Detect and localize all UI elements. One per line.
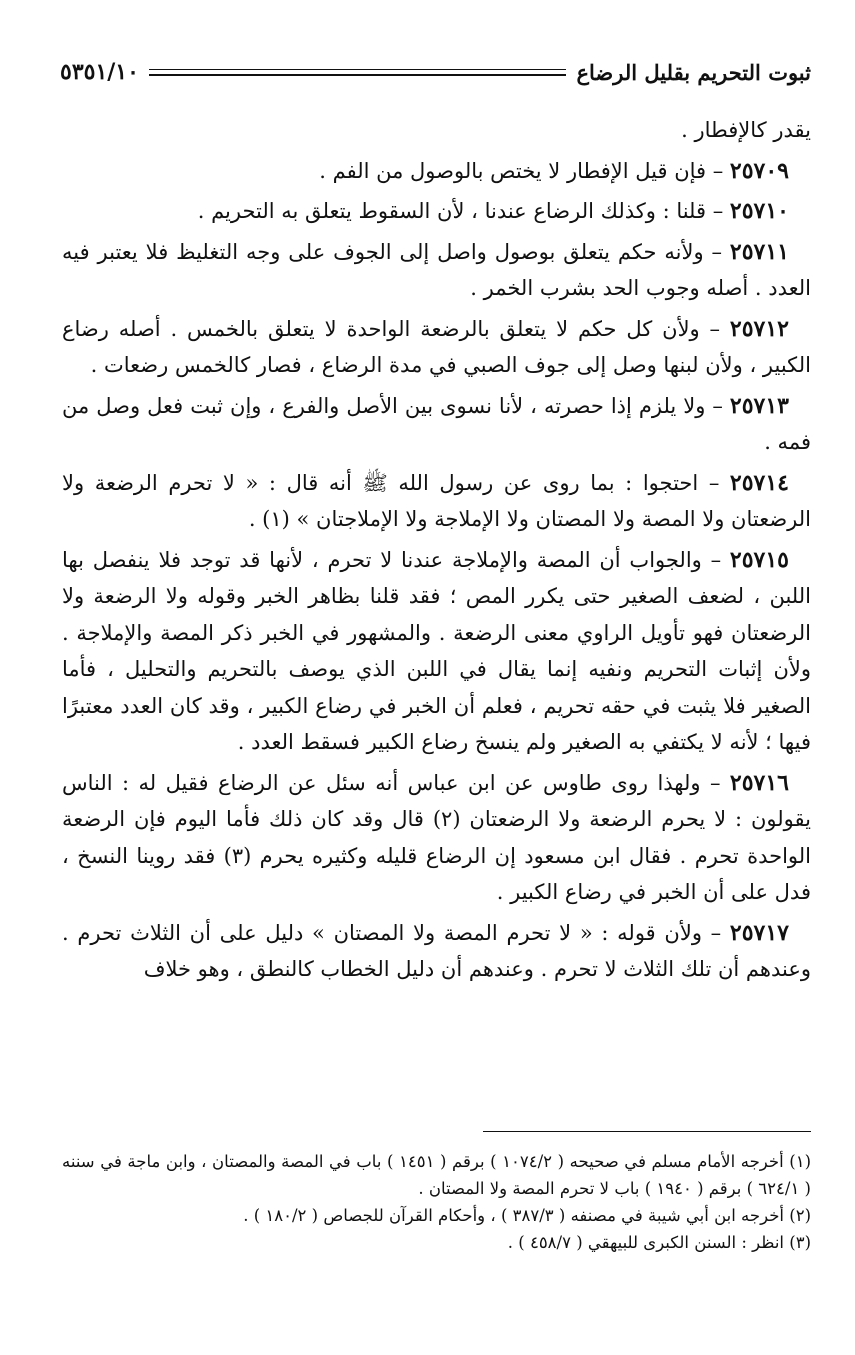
paragraph-number: ٢٥٧١٥: [729, 546, 789, 573]
footnote: (٣) انظر : السنن الكبرى للبيهقي ( ٤٥٨/٧ ) .: [507, 1233, 811, 1252]
header-rule: [149, 69, 567, 76]
paragraph-number: ٢٥٧١٠: [729, 198, 789, 224]
paragraph: [62, 112, 811, 149]
paragraph-number: ٢٥٧٠٩: [729, 157, 789, 184]
paragraph: [62, 234, 811, 307]
running-header: [60, 52, 811, 92]
paragraph-number: ٢٥٧١٣: [729, 392, 789, 419]
paragraph-number: ٢٥٧١٦: [729, 769, 789, 796]
paragraph-text: – ولأنه حكم يتعلق بوصول واصل إلى الجوف على وجه التغليظ فلا يعتبر فيه العدد . أصله وجوب الحد بشرب الخمر .: [62, 239, 811, 300]
paragraph-text: – احتجوا : بما روى عن رسول الله ﷺ أنه قال : « لا تحرم الرضعة ولا الرضعتان ولا المصة ولا المصتان ولا الإملاجة ولا الإملاجتان » (١) .: [62, 470, 811, 531]
paragraph-text: – ولأن كل حكم لا يتعلق بالرضعة الواحدة لا يتعلق بالخمس . أصله رضاع الكبير ، ولأن لبنها وصل إلى جوف الصبي في مدة الرضاع ، فصار كالخمس رضعات .: [62, 316, 811, 377]
paragraph: [62, 765, 811, 911]
header-title: ثبوت التحريم بقليل الرضاع: [576, 59, 811, 85]
paragraph-number: ٢٥٧١١: [729, 238, 789, 265]
footnote: (٢) أخرجه ابن أبي شيبة في مصنفه ( ٣٨٧/٣ ) ، وأحكام القرآن للجصاص ( ١٨٠/٢ ) .: [243, 1206, 811, 1225]
footnote-separator: [483, 1131, 811, 1132]
paragraph-text: – فإن قيل الإفطار لا يختص بالوصول من الفم .: [319, 158, 730, 183]
paragraph-text: يقدر كالإفطار .: [681, 118, 811, 142]
paragraph: [62, 193, 811, 230]
paragraph-text: – ولهذا روى طاوس عن ابن عباس أنه سئل عن الرضاع فقيل له : الناس يقولون : لا يحرم الرضعة ولا الرضعتان (٢) قال وقد كان ذلك فأما اليوم فإن الرضعة الواحدة تحرم . فقال ابن مسعود إن الرضاع قليله وكثيره يحرم (٣) فقد روينا النسخ ، فدل على أن الخبر في رضاع الكبير .: [62, 770, 811, 904]
footnotes: [62, 1148, 811, 1256]
page-number: ٥٣٥١/١٠: [60, 59, 139, 85]
paragraph: [62, 542, 811, 761]
paragraph-number: ٢٥٧١٢: [729, 315, 789, 342]
main-text: [62, 112, 811, 992]
paragraph: [62, 915, 811, 988]
paragraph-text: – قلنا : وكذلك الرضاع عندنا ، لأن السقوط يتعلق به التحريم .: [197, 199, 730, 223]
paragraph: [62, 388, 811, 461]
paragraph: [62, 465, 811, 538]
paragraph-text: – ولأن قوله : « لا تحرم المصة ولا المصتان » دليل على أن الثلاث تحرم . وعندهم أن تلك الثلاث لا تحرم . وعندهم أن دليل الخطاب كالنطق ، وهو خلاف: [62, 920, 811, 981]
paragraph-text: – والجواب أن المصة والإملاجة عندنا لا تحرم ، لأنها قد توجد فلا ينفصل بها اللبن ، لضعف الصغير حتى يكرر المص ؛ فقد قلنا بظاهر الخبر وقوله ولا الرضعة ولا الرضعتان فهو تأويل الراوي معنى الرضعة . والمشهور في الخبر ذكر المصة والإملاجة . ولأن إثبات التحريم ونفيه إنما يقال في اللبن الذي يوصف بالتحريم والتحليل ، فأما الصغير فلا يثبت في حقه تحريم ، فعلم أن الخبر في رضاع الكبير ، وقد كان العدد معتبرًا فيها ؛ لأنه لا يكتفي به الصغير ولم ينسخ رضاع الكبير فسقط العدد .: [62, 547, 811, 754]
paragraph: [62, 153, 811, 190]
paragraph-text: – ولا يلزم إذا حصرته ، لأنا نسوى بين الأصل والفرع ، وإن ثبت فعل وصل من فمه .: [62, 393, 811, 454]
paragraph-number: ٢٥٧١٧: [729, 919, 789, 946]
paragraph-number: ٢٥٧١٤: [729, 469, 789, 496]
paragraph: [62, 311, 811, 384]
footnote: (١) أخرجه الأمام مسلم في صحيحه ( ١٠٧٤/٢ ) برقم ( ١٤٥١ ) باب في المصة والمصتان ، وابن ماجة في سننه ( ٦٢٤/١ ) برقم ( ١٩٤٠ ) باب لا تحرم المصة ولا المصتان .: [62, 1152, 811, 1198]
